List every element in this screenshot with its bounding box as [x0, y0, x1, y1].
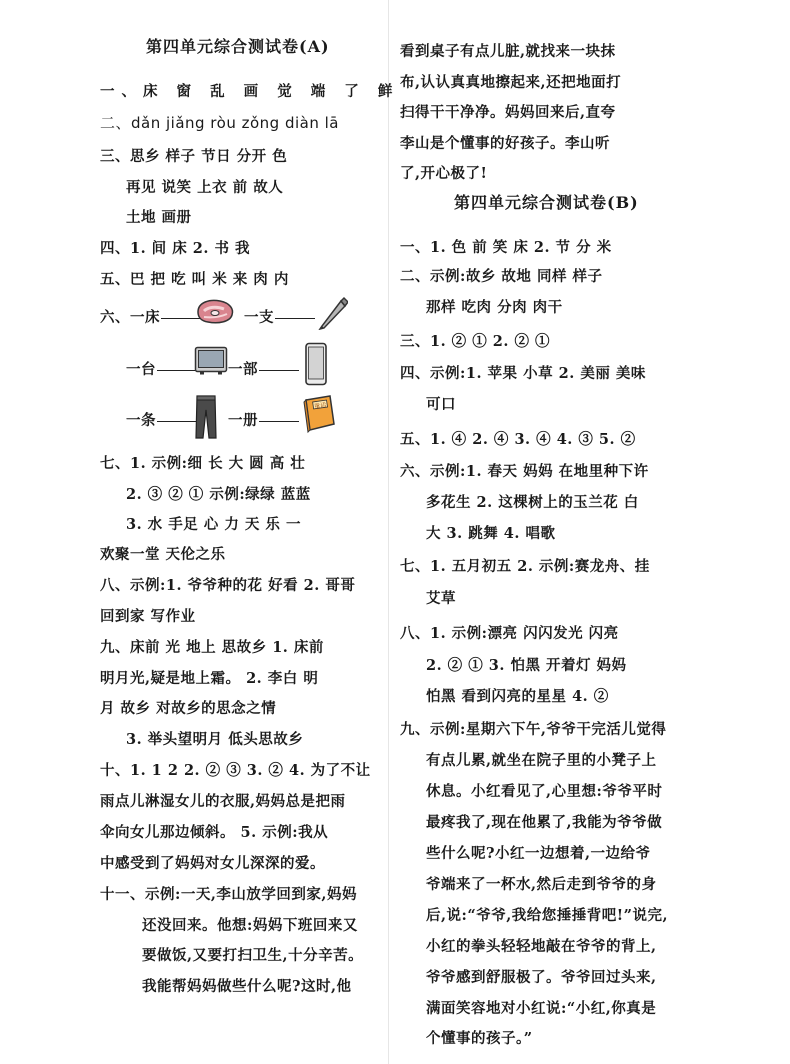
- connector-line: [275, 318, 315, 319]
- column-divider: [388, 0, 389, 1064]
- answer-line: 怕黑 看到闪亮的星星 4. ②: [426, 688, 609, 705]
- answer-line: 小红的拳头轻轻地敲在爷爷的背上,: [426, 938, 657, 955]
- continued-line: 李山是个懂事的好孩子。李山听: [400, 135, 610, 152]
- answer-line: 爷爷感到舒服极了。爷爷回过头来,: [426, 969, 657, 986]
- connector-line: [157, 370, 197, 371]
- answer-line: 我能帮妈妈做些什么呢?这时,他: [142, 978, 352, 995]
- answer-line: 七、1. 示例:细 长 大 圆 高 壮: [100, 455, 306, 472]
- answer-line: 三、1. ② ① 2. ② ①: [400, 333, 551, 350]
- answer-line: 些什么呢?小红一边想着,一边给爷: [426, 845, 651, 862]
- pencil-icon: [316, 296, 348, 330]
- q6-row-3: [126, 409, 199, 430]
- answer-line: 伞向女儿那边倾斜。 5. 示例:我从: [100, 824, 329, 841]
- answer-line: 五、巴 把 吃 叫 米 来 肉 内: [100, 271, 289, 288]
- answer-line: 七、1. 五月初五 2. 示例:赛龙舟、挂: [400, 558, 650, 575]
- answer-line: 八、示例:1. 爷爷种的花 好看 2. 哥哥: [100, 577, 356, 594]
- answer-line: 九、示例:星期六下午,爷爷干完活儿觉得: [400, 721, 667, 738]
- q6-measure-word: 一支: [244, 309, 274, 326]
- connector-line: [157, 421, 197, 422]
- answer-line: 明月光,疑是地上霜。 2. 李白 明: [100, 670, 319, 687]
- answer-line: 大 3. 跳舞 4. 唱歌: [426, 525, 556, 542]
- answer-line: 后,说:“爷爷,我给您捶捶背吧!”说完,: [426, 907, 669, 924]
- answer-line: 三、思乡 样子 节日 分开 色: [100, 148, 288, 165]
- answer-line: 再见 说笑 上衣 前 故人: [126, 179, 284, 196]
- q6-prefix: 六、: [100, 309, 130, 326]
- answer-line: 五、1. ④ 2. ④ 3. ④ 4. ③ 5. ②: [400, 431, 636, 448]
- answer-line: 个懂事的孩子。”: [426, 1030, 533, 1047]
- answer-line: 爷端来了一杯水,然后走到爷爷的身: [426, 876, 657, 893]
- connector-line: [259, 370, 299, 371]
- answer-line: 月 故乡 对故乡的思念之情: [100, 700, 277, 717]
- answer-line: 3. 水 手足 心 力 天 乐 一: [126, 516, 301, 533]
- answer-line: 最疼我了,现在他累了,我能为爷爷做: [426, 814, 663, 831]
- answer-line: 九、床前 光 地上 思故乡 1. 床前: [100, 639, 324, 656]
- answer-line: 十一、示例:一天,李山放学回到家,妈妈: [100, 886, 357, 903]
- q6-row-2b: [228, 358, 301, 379]
- test-b-title: 第四单元综合测试卷(B): [454, 193, 639, 212]
- connector-line: [259, 421, 299, 422]
- continued-line: 了,开心极了!: [400, 165, 488, 182]
- book-cover-title: 童话: [313, 401, 327, 411]
- answer-line: 那样 吃肉 分肉 肉干: [426, 299, 563, 316]
- q6-row-1b: [244, 306, 317, 327]
- left-column: [98, 0, 400, 1064]
- answer-line: 一、1. 色 前 笑 床 2. 节 分 米: [400, 239, 612, 256]
- answer-line: 六、示例:1. 春天 妈妈 在地里种下许: [400, 463, 649, 480]
- answer-line: 满面笑容地对小红说:“小红,你真是: [426, 1000, 657, 1017]
- test-a-title: 第四单元综合测试卷(A): [146, 37, 330, 56]
- answer-line: 一、床 窗 乱 画 觉 端 了 鲜: [100, 83, 400, 100]
- answer-line: 八、1. 示例:漂亮 闪闪发光 闪亮: [400, 625, 619, 642]
- answer-line: 回到家 写作业: [100, 608, 196, 625]
- q6-row-2: [126, 358, 199, 379]
- q6-measure-word: 一床: [130, 309, 160, 326]
- answer-line: 十、1. 1 2 2. ② ③ 3. ② 4. 为了不让: [100, 762, 371, 779]
- answer-line-pinyin: 二、dǎn jiǎng ròu zǒng diàn lā: [100, 114, 339, 132]
- answer-line: 可口: [426, 396, 456, 413]
- answer-line: 有点儿累,就坐在院子里的小凳子上: [426, 752, 657, 769]
- pants-icon: [194, 394, 218, 440]
- answer-line: 中感受到了妈妈对女儿深深的爱。: [100, 855, 325, 872]
- phone-icon: [304, 342, 328, 386]
- answer-line: 3. 举头望明月 低头思故乡: [126, 731, 304, 748]
- tv-icon: [194, 346, 228, 376]
- answer-line: 土地 画册: [126, 209, 192, 226]
- answer-line: 四、1. 间 床 2. 书 我: [100, 240, 251, 257]
- continued-line: 看到桌子有点儿脏,就找来一块抹: [400, 43, 616, 60]
- q6-measure-word: 一台: [126, 361, 156, 378]
- right-column: [398, 0, 778, 1064]
- answer-line: 休息。小红看见了,心里想:爷爷平时: [426, 783, 663, 800]
- q6-row-3b: [228, 409, 301, 430]
- answer-line: 雨点儿淋湿女儿的衣服,妈妈总是把雨: [100, 793, 346, 810]
- continued-line: 布,认认真真地擦起来,还把地面打: [400, 74, 622, 91]
- answer-line: 要做饭,又要打扫卫生,十分辛苦。: [142, 947, 364, 964]
- q6-measure-word: 一册: [228, 412, 258, 429]
- answer-line: 欢聚一堂 天伦之乐: [100, 546, 226, 563]
- q6-measure-word: 一条: [126, 412, 156, 429]
- q6-measure-word: 一部: [228, 361, 258, 378]
- steak-icon: [194, 296, 236, 326]
- q6-row-1: [100, 306, 203, 327]
- answer-line: 四、示例:1. 苹果 小草 2. 美丽 美味: [400, 365, 646, 382]
- continued-line: 扫得干干净净。妈妈回来后,直夸: [400, 104, 616, 121]
- answer-line: 多花生 2. 这棵树上的玉兰花 白: [426, 494, 639, 511]
- answer-line: 还没回来。他想:妈妈下班回来又: [142, 917, 358, 934]
- answer-line: 2. ③ ② ① 示例:绿绿 蓝蓝: [126, 486, 311, 503]
- book-icon: [302, 394, 336, 434]
- answer-line: 2. ② ① 3. 怕黑 开着灯 妈妈: [426, 657, 627, 674]
- answer-line: 二、示例:故乡 故地 同样 样子: [400, 268, 603, 285]
- answer-line: 艾草: [426, 590, 456, 607]
